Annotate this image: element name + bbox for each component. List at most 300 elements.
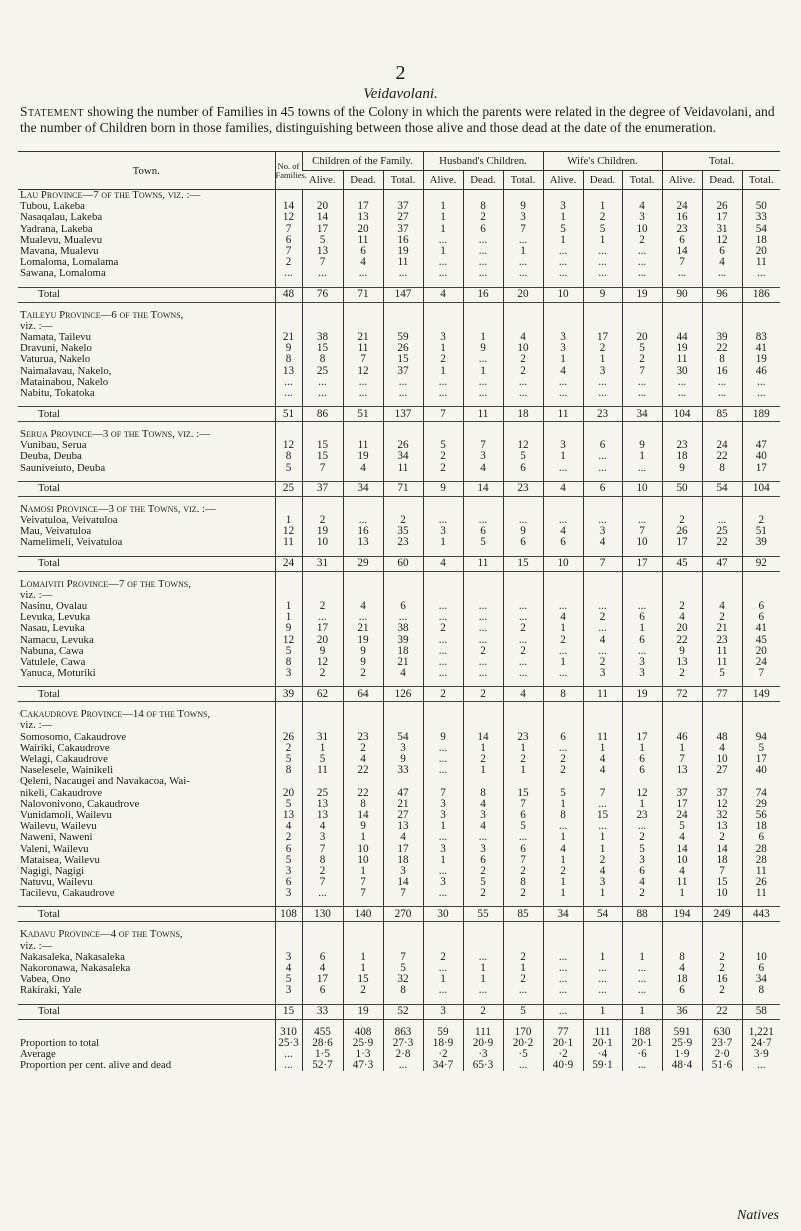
value-cell: 9 [662,646,702,657]
value-cell: 86 [302,407,343,422]
value-cell: 29 [742,799,780,810]
value-cell: 55 [463,907,503,922]
town-row [18,810,780,821]
spacer-row [18,422,780,430]
value-cell: ... [503,515,543,526]
value-cell: 11 [343,343,383,354]
value-cell: 85 [702,407,742,422]
value-cell: 1 [583,832,622,843]
value-cell: ... [423,377,463,388]
value-cell: 12 [275,212,302,223]
value-cell: ... [543,646,583,657]
town-row [18,776,780,787]
value-cell: ... [463,235,503,246]
town-row [18,257,780,268]
province-heading-row [18,190,780,202]
value-cell: 23 [343,732,383,743]
value-cell [343,776,383,787]
value-cell: 48 [702,732,742,743]
town-row [18,788,780,799]
value-cell: 39 [275,687,302,702]
value-cell: 2 [702,985,742,996]
value-cell: 23 [503,481,543,496]
row-label: Namelimeli, Veivatuloa [20,537,123,549]
value-cell: 9 [583,287,622,302]
value-cell: 40·9 [543,1060,583,1071]
value-cell: 37 [383,365,423,376]
value-cell: 17 [583,332,622,343]
value-cell: 7 [463,440,503,451]
value-cell: 1 [503,963,543,974]
value-cell: 27 [383,810,423,821]
value-cell: 8 [543,810,583,821]
value-cell: 22 [702,1004,742,1019]
value-cell: 6 [742,612,780,623]
value-cell: 11 [275,537,302,548]
value-cell: ... [622,646,662,657]
value-cell: 4 [423,556,463,571]
value-cell: 34 [343,481,383,496]
value-cell: 2 [742,515,780,526]
value-cell: 16 [702,365,742,376]
value-cell: ... [423,668,463,679]
value-cell: 1 [463,974,503,985]
value-cell: 2 [622,235,662,246]
value-cell: 17 [383,843,423,854]
value-cell: ... [662,388,702,399]
value-cell: 2 [503,365,543,376]
value-cell: 6 [662,985,702,996]
value-cell: 92 [742,556,780,571]
value-cell: 1 [543,212,583,223]
province-label: Taileyu Province—6 of the Towns, [20,309,184,321]
value-cell: ... [423,985,463,996]
value-cell: 2 [275,832,302,843]
value-cell: 9 [503,526,543,537]
value-cell: 77 [702,687,742,702]
value-cell: 2 [383,515,423,526]
value-cell: 5 [503,1004,543,1019]
value-cell: 1 [622,623,662,634]
value-cell: 2 [423,354,463,365]
value-cell: 443 [742,907,780,922]
value-cell: 11 [662,877,702,888]
statement-caption [20,104,780,135]
town-row [18,235,780,246]
value-cell: 20 [275,788,302,799]
value-cell: 16 [383,235,423,246]
value-cell: 1 [423,343,463,354]
value-cell: 17 [742,463,780,474]
value-cell: ... [622,601,662,612]
province-heading-row [18,504,780,515]
value-cell: ... [423,832,463,843]
value-cell: 38 [302,332,343,343]
row-label: Namata, Tailevu [20,331,91,343]
value-cell: 126 [383,687,423,702]
value-cell: 7 [662,257,702,268]
spacer-row [18,474,780,482]
row-label: Mau, Veivatuloa [20,526,92,538]
value-cell: ... [583,257,622,268]
value-cell: 186 [742,287,780,302]
value-cell: ... [583,974,622,985]
value-cell: 4 [302,963,343,974]
value-cell: ... [543,668,583,679]
value-cell: 20·1 [543,1038,583,1049]
value-cell: 1 [343,832,383,843]
value-cell: 2 [622,354,662,365]
value-cell: 1 [583,354,622,365]
value-cell: 9 [622,440,662,451]
value-cell: 14 [383,877,423,888]
value-cell: 9 [503,201,543,212]
value-cell: 54 [742,224,780,235]
row-label: Vaturua, Nakelo [20,354,91,366]
value-cell: 630 [702,1027,742,1038]
town-row [18,855,780,866]
value-cell [742,776,780,787]
row-label: Nasau, Levuka [20,623,85,635]
value-cell: 5 [742,743,780,754]
value-cell: 24 [742,657,780,668]
value-cell: 13 [702,821,742,832]
value-cell: 17 [622,732,662,743]
value-cell: 4 [383,832,423,843]
row-label: Yadrana, Lakeba [20,223,93,235]
value-cell: ... [423,866,463,877]
value-cell: ... [583,268,622,279]
value-cell: 2 [503,974,543,985]
subheader-cell: Dead. [583,171,622,190]
value-cell: ... [742,377,780,388]
value-cell: ... [343,515,383,526]
value-cell: 39 [702,332,742,343]
value-cell: 8 [302,855,343,866]
value-cell: 8 [275,657,302,668]
value-cell: 51·6 [702,1060,742,1071]
value-cell: 1 [423,212,463,223]
summary-row [18,1049,780,1060]
value-cell: 25 [302,788,343,799]
value-cell: 30 [662,365,702,376]
town-row [18,952,780,963]
value-cell: ... [463,246,503,257]
value-cell: 1 [302,743,343,754]
value-cell: ... [583,246,622,257]
subheader-cell: Alive. [662,171,702,190]
value-cell: ... [463,985,503,996]
town-row [18,634,780,645]
value-cell: 38 [383,623,423,634]
value-cell: 22 [343,788,383,799]
value-cell: 27 [383,212,423,223]
value-cell: 19 [302,526,343,537]
value-cell: 111 [463,1027,503,1038]
value-cell: 34·7 [423,1060,463,1071]
value-cell: 2·0 [702,1049,742,1060]
value-cell: 194 [662,907,702,922]
value-cell: ... [742,1060,780,1071]
value-cell: ... [702,268,742,279]
total-row [18,907,780,922]
value-cell: 19 [662,343,702,354]
value-cell: ... [583,463,622,474]
value-cell: ... [503,268,543,279]
row-label [18,1027,275,1038]
value-cell: 11 [742,888,780,899]
row-label: Proportion to total [20,1037,100,1049]
value-cell: 1 [583,888,622,899]
value-cell: 11 [583,687,622,702]
value-cell: 12 [275,440,302,451]
value-cell: 4 [583,765,622,776]
value-cell: 4 [543,526,583,537]
value-cell: 18 [662,451,702,462]
row-label: Mataisea, Wailevu [20,854,100,866]
value-cell: 54 [702,481,742,496]
value-cell: 24 [662,810,702,821]
value-cell: 37 [702,788,742,799]
value-cell: ... [583,963,622,974]
value-cell: 3 [622,668,662,679]
value-cell: 31 [302,556,343,571]
value-cell: 4 [383,668,423,679]
row-label: Total [18,287,275,302]
value-cell: 6 [503,843,543,854]
town-row [18,537,780,548]
value-cell: 15 [275,1004,302,1019]
value-cell: ·4 [583,1049,622,1060]
value-cell: 3 [275,985,302,996]
value-cell: 5 [662,821,702,832]
value-cell: ... [583,985,622,996]
value-cell: 48·4 [662,1060,702,1071]
value-cell: ... [302,612,343,623]
value-cell: 72 [662,687,702,702]
value-cell: ... [423,612,463,623]
row-label: Natuvu, Wailevu [20,877,93,889]
value-cell: 37 [662,788,702,799]
value-cell [583,776,622,787]
value-cell: 2 [543,754,583,765]
value-cell: 28·6 [302,1038,343,1049]
value-cell: 6 [463,224,503,235]
value-cell: 6 [622,612,662,623]
value-cell: 85 [503,907,543,922]
value-cell: 9 [343,646,383,657]
value-cell: 88 [622,907,662,922]
value-cell: 2 [583,212,622,223]
value-cell: 2 [543,634,583,645]
value-cell: ... [742,388,780,399]
value-cell: 25 [302,365,343,376]
value-cell: ... [383,268,423,279]
value-cell: 7 [583,556,622,571]
value-cell: 15 [343,974,383,985]
value-cell: 2 [702,612,742,623]
value-cell: 4 [423,287,463,302]
value-cell: ... [275,1049,302,1060]
value-cell: 7 [343,877,383,888]
value-cell: 47 [702,556,742,571]
value-cell: 9 [343,657,383,668]
value-cell: ... [463,952,503,963]
value-cell: 24·7 [742,1038,780,1049]
row-label: Sauniveiuto, Deuba [20,462,106,474]
value-cell: 7 [343,354,383,365]
value-cell: 2 [423,451,463,462]
value-cell: 4 [343,601,383,612]
row-label: Nabuna, Cawa [20,645,84,657]
value-cell: 4 [275,821,302,832]
row-label: Nagigi, Nagigi [20,865,85,877]
value-cell: 17 [662,537,702,548]
value-cell: ... [423,888,463,899]
value-cell: 50 [662,481,702,496]
value-cell: ... [543,963,583,974]
spacer-row [18,302,780,310]
value-cell: 1 [543,799,583,810]
value-cell: 5 [463,877,503,888]
value-cell: 59·1 [583,1060,622,1071]
value-cell: 1 [423,224,463,235]
value-cell: 9 [275,343,302,354]
value-cell: 5 [275,646,302,657]
town-row [18,365,780,376]
value-cell: 24 [662,201,702,212]
value-cell: 1 [543,877,583,888]
value-cell: 137 [383,407,423,422]
value-cell: 17 [742,754,780,765]
value-cell: 14 [275,201,302,212]
value-cell: 8 [662,952,702,963]
value-cell: 37 [383,201,423,212]
value-cell: 32 [383,974,423,985]
subheader-cell: Total. [383,171,423,190]
value-cell: 2 [702,832,742,843]
value-cell: 1 [622,1004,662,1019]
value-cell: 14 [702,843,742,854]
value-cell: 1 [583,743,622,754]
row-label: Nasaqalau, Lakeba [20,212,103,224]
value-cell: 22 [702,537,742,548]
value-cell: 9 [423,732,463,743]
row-label: Namacu, Levuka [20,634,94,646]
value-cell: 9 [343,821,383,832]
value-cell: ... [463,668,503,679]
value-cell: 34 [383,451,423,462]
value-cell [662,776,702,787]
value-cell: 71 [383,481,423,496]
value-cell: 30 [423,907,463,922]
value-cell: 16 [463,287,503,302]
value-cell: 58 [742,1004,780,1019]
value-cell: 1 [622,743,662,754]
value-cell: 1 [423,855,463,866]
row-label: Yanuca, Moturiki [20,668,96,680]
value-cell: 2 [275,743,302,754]
province-heading-row [18,429,780,440]
value-cell: ... [583,799,622,810]
subheader-cell: Dead. [463,171,503,190]
value-cell: ... [583,451,622,462]
value-cell: ... [463,634,503,645]
value-cell: 2 [543,765,583,776]
value-cell: 40 [742,451,780,462]
subheader-cell: Alive. [423,171,463,190]
value-cell: 26 [383,343,423,354]
value-cell: 3 [423,799,463,810]
value-cell: 12 [622,788,662,799]
value-cell: 1 [503,765,543,776]
value-cell: 9 [302,646,343,657]
value-cell: 6 [622,754,662,765]
province-label: viz. :— [20,720,53,732]
value-cell: 108 [275,907,302,922]
value-cell: ... [583,515,622,526]
value-cell: 1 [343,952,383,963]
value-cell: 32 [702,810,742,821]
value-cell: 6 [583,481,622,496]
value-cell: 2·8 [383,1049,423,1060]
value-cell: 111 [583,1027,622,1038]
value-cell: ... [622,515,662,526]
town-row [18,646,780,657]
value-cell: 2 [463,1004,503,1019]
value-cell [383,776,423,787]
value-cell: ... [423,963,463,974]
value-cell: 3 [622,657,662,668]
value-cell: 12 [343,365,383,376]
value-cell: 6 [583,440,622,451]
value-cell: ... [275,377,302,388]
value-cell: 90 [662,287,702,302]
value-cell: ... [543,1004,583,1019]
province-label: Namosi Province—3 of the Towns, viz. :— [20,503,216,515]
value-cell: 7 [503,855,543,866]
value-cell: 188 [622,1027,662,1038]
value-cell: ... [543,952,583,963]
summary-row [18,1038,780,1049]
value-cell: 52 [383,1004,423,1019]
value-cell: 1 [622,952,662,963]
spacer-row [18,922,780,930]
value-cell: 2 [463,866,503,877]
value-cell: ... [423,388,463,399]
value-cell: ... [302,388,343,399]
row-label: Vatulele, Cawa [20,656,86,668]
value-cell: 1 [275,515,302,526]
spacer-row [18,496,780,504]
value-cell: 3·9 [742,1049,780,1060]
value-cell: 15 [302,440,343,451]
value-cell: 41 [742,343,780,354]
value-cell: 1·5 [302,1049,343,1060]
value-cell: 5 [275,463,302,474]
value-cell: 10 [622,481,662,496]
province-heading-row [18,941,780,952]
value-cell: 25 [275,481,302,496]
value-cell: 23·7 [702,1038,742,1049]
value-cell: ... [702,515,742,526]
value-cell: 11 [463,407,503,422]
value-cell: 60 [383,556,423,571]
value-cell: 17 [302,224,343,235]
value-cell: 20 [503,287,543,302]
town-row [18,765,780,776]
header-total: Total. [662,152,780,171]
